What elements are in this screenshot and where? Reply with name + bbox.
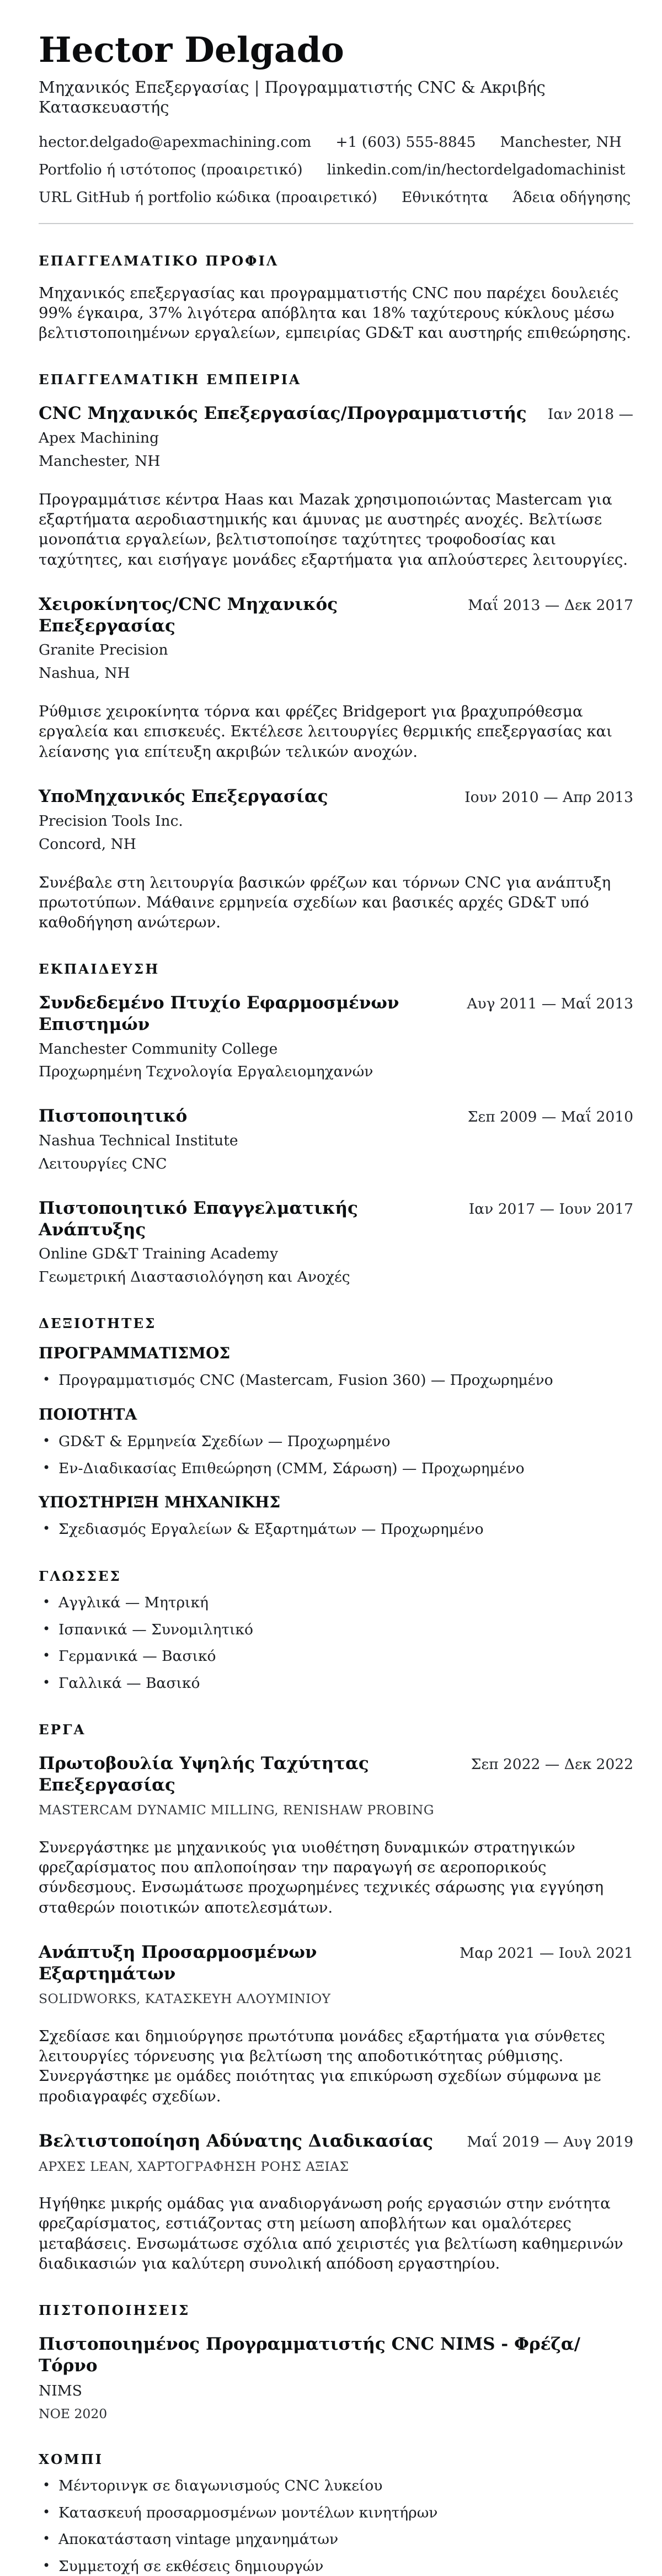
skill-list	[39, 1520, 633, 1539]
hobby-item: • Αποκατάσταση vintage μηχανημάτων	[39, 2530, 633, 2549]
experience-entry	[39, 403, 633, 570]
hobby-item: • Κατασκευή προσαρμοσμένων μοντέλων κινητήρων	[39, 2504, 633, 2522]
job-title: ΥποΜηχανικός Επεξεργασίας	[39, 787, 328, 806]
skill-group	[39, 1343, 633, 1390]
contact-item-portfolio: Portfolio ή ιστότοπος (προαιρετικό)	[39, 161, 303, 178]
entry-head	[39, 403, 633, 424]
entry-head	[39, 786, 633, 808]
contact-item-driving-license: Άδεια οδήγησης	[512, 188, 631, 206]
project-date: Μαρ 2021 — Ιουλ 2021	[459, 1944, 633, 1962]
skill-item: • GD&T & Ερμηνεία Σχεδίων — Προχωρημένο	[39, 1432, 633, 1451]
project-title: Πρωτοβουλία Υψηλής Ταχύτητας Επεξεργασίας	[39, 1753, 369, 1795]
job-company: Apex Machining	[39, 429, 159, 447]
entry-head	[39, 594, 633, 637]
experience-entry	[39, 786, 633, 932]
entry-head	[39, 2131, 633, 2152]
entry-head	[39, 1106, 633, 1127]
section-hobbies	[39, 2451, 633, 2576]
contact-row	[39, 188, 633, 206]
contact-item-github: URL GitHub ή portfolio κώδικα (προαιρετικό)	[39, 188, 377, 206]
job-location: Nashua, NH	[39, 665, 130, 682]
job-description: Ρύθμισε χειροκίνητα τόρνα και φρέζες Bridgeport για βραχυπρόθεσμα εργαλεία και επισκευές. Εκτέλεσε λειτουργίες θερμικής επεξεργασίας και λείανσης για επίτευξη ακριβών τελικών ανοχών.	[39, 703, 612, 761]
degree-title: Πιστοποιητικό Επαγγελματικής Ανάπτυξης	[39, 1198, 358, 1240]
page-title: Hector Delgado	[39, 29, 344, 70]
job-date: Ιουν 2010 — Απρ 2013	[465, 789, 633, 806]
contact-item-phone: +1 (603) 555-8845	[335, 133, 476, 151]
contact-item-location: Manchester, NH	[500, 133, 622, 151]
cert-title: Πιστοποιημένος Προγραμματιστής CNC NIMS - Φρέζα/Τόρνο	[39, 2334, 580, 2376]
education-date: Αυγ 2011 — Μαΐ 2013	[467, 995, 633, 1013]
experience-entry	[39, 594, 633, 762]
entry-head	[39, 1198, 633, 1241]
language-item: • Γερμανικά — Βασικό	[39, 1647, 633, 1666]
section-heading-languages: ΓΛΩΣΣΕΣ	[39, 1568, 121, 1584]
language-item: • Αγγλικά — Μητρική	[39, 1594, 633, 1612]
edu-field: Λειτουργίες CNC	[39, 1155, 167, 1173]
project-tags: ΑΡΧΕΣ LEAN, ΧΑΡΤΟΓΡΑΦΗΣΗ ΡΟΗΣ ΑΞΙΑΣ	[39, 2158, 349, 2174]
skill-group-title: ΠΡΟΓΡΑΜΜΑΤΙΣΜΟΣ	[39, 1343, 231, 1362]
skill-item: • Εν-Διαδικασίας Επιθεώρηση (CMM, Σάρωση) — Προχωρημένο	[39, 1459, 633, 1478]
education-date: Σεπ 2009 — Μαΐ 2010	[467, 1108, 633, 1126]
job-location: Manchester, NH	[39, 452, 161, 470]
language-item: • Γαλλικά — Βασικό	[39, 1674, 633, 1693]
project-title: Ανάπτυξη Προσαρμοσμένων Εξαρτημάτων	[39, 1942, 317, 1984]
edu-field: Γεωμετρική Διαστασιολόγηση και Ανοχές	[39, 1268, 350, 1286]
skill-item: • Σχεδιασμός Εργαλείων & Εξαρτημάτων — Προχωρημένο	[39, 1520, 633, 1539]
profile-summary: Μηχανικός επεξεργασίας και προγραμματιστής CNC που παρέχει δουλειές 99% έγκαιρα, 37% λιγότερα απόβλητα και 18% ταχύτερους κύκλους μέσω βελτιστοποιημένων εργαλείων, εμπειρίας GD&T και αυστηρής επιθεώρησης.	[39, 284, 631, 342]
skill-list	[39, 1432, 633, 1478]
education-entry	[39, 992, 633, 1081]
education-entry	[39, 1198, 633, 1287]
section-heading-profile: ΕΠΑΓΓΕΛΜΑΤΙΚΟ ΠΡΟΦΙΛ	[39, 252, 279, 269]
job-date: Μαΐ 2013 — Δεκ 2017	[468, 596, 633, 614]
job-description: Συνέβαλε στη λειτουργία βασικών φρέζων και τόρνων CNC για ανάπτυξη πρωτοτύπων. Μάθαινε ερμηνεία σχεδίων και βασικές αρχές GD&T υπό καθοδήγηση ανώτερων.	[39, 873, 611, 932]
project-entry	[39, 1753, 633, 1918]
job-title: Χειροκίνητος/CNC Μηχανικός Επεξεργασίας	[39, 594, 338, 636]
project-tags: MASTERCAM DYNAMIC MILLING, RENISHAW PROBING	[39, 1802, 434, 1818]
entry-head	[39, 992, 633, 1035]
section-projects	[39, 1722, 633, 2274]
section-languages	[39, 1568, 633, 1693]
entry-head	[39, 1942, 633, 1985]
project-description: Σχεδίασε και δημιούργησε πρωτότυπα μονάδες εξαρτήματα για σύνθετες λειτουργίες τόρνευσης για βελτίωση της αποδοτικότητας ρύθμισης. Συνεργάστηκε με ομάδες ποιότητας για επικύρωση σχεδίων σύμφωνα με προδιαγραφές σχεδίων.	[39, 2027, 605, 2105]
skill-item: • Προγραμματισμός CNC (Mastercam, Fusion 360) — Προχωρημένο	[39, 1371, 633, 1390]
project-entry	[39, 2131, 633, 2274]
degree-title: Συνδεδεμένο Πτυχίο Εφαρμοσμένων Επιστημών	[39, 993, 399, 1034]
project-date: Μαΐ 2019 — Αυγ 2019	[467, 2133, 633, 2150]
edu-school: Online GD&T Training Academy	[39, 1245, 279, 1263]
job-date: Ιαν 2018 —	[547, 406, 633, 423]
project-description: Ηγήθηκε μικρής ομάδας για αναδιοργάνωση ροής εργασιών στην ενότητα φρεζαρίσματος, εστιάζοντας στη μείωση αποβλήτων και ομαλότερες μεταβάσεις. Ενσωμάτωσε σχόλια από χειριστές για βελτίωση καθημερινών διαδικασιών για καλύτερη συνολική απόδοση εργαστηρίου.	[39, 2195, 623, 2272]
education-date: Ιαν 2017 — Ιουν 2017	[468, 1200, 633, 1218]
skill-group	[39, 1405, 633, 1478]
hobby-list	[39, 2477, 633, 2576]
entry-head	[39, 1753, 633, 1796]
edu-field: Προχωρημένη Τεχνολογία Εργαλειομηχανών	[39, 1063, 373, 1081]
skill-list	[39, 1371, 633, 1390]
edu-school: Nashua Technical Institute	[39, 1132, 238, 1150]
cert-issuer: NIMS	[39, 2382, 82, 2400]
skill-group-title: ΠΟΙΟΤΗΤΑ	[39, 1405, 137, 1424]
resume-header	[39, 31, 633, 224]
language-item: • Ισπανικά — Συνομιλητικό	[39, 1621, 633, 1639]
hobby-item: • Συμμετοχή σε εκθέσεις δημιουργών	[39, 2557, 633, 2576]
section-experience	[39, 371, 633, 932]
contact-item-linkedin: linkedin.com/in/hectordelgadomachinist	[327, 161, 626, 178]
contact-item-email: hector.delgado@apexmachining.com	[39, 133, 312, 151]
contact-block	[39, 133, 633, 206]
job-company: Precision Tools Inc.	[39, 812, 183, 830]
contact-row	[39, 133, 633, 151]
section-certifications	[39, 2302, 633, 2422]
language-list	[39, 1594, 633, 1693]
job-location: Concord, NH	[39, 835, 136, 853]
section-heading-experience: ΕΠΑΓΓΕΛΜΑΤΙΚΗ ΕΜΠΕΙΡΙΑ	[39, 371, 302, 388]
section-heading-projects: ΕΡΓΑ	[39, 1722, 86, 1738]
job-description: Προγραμμάτισε κέντρα Haas και Mazak χρησιμοποιώντας Mastercam για εξαρτήματα αεροδιαστημικής και άμυνας με αυστηρές ανοχές. Βελτίωσε μονοπάτια εργαλείων, βελτιστοποίησε ταχύτητες τροφοδοσίας και ταχύτητες, και εισήγαγε μονάδες εξαρτήματα για απλούστερες λειτουργίες.	[39, 490, 628, 569]
contact-row	[39, 161, 633, 179]
section-heading-education: ΕΚΠΑΙΔΕΥΣΗ	[39, 961, 160, 978]
certification-entry	[39, 2334, 633, 2423]
section-heading-certifications: ΠΙΣΤΟΠΟΙΗΣΕΙΣ	[39, 2302, 190, 2319]
hobby-item: • Μέντορινγκ σε διαγωνισμούς CNC λυκείου	[39, 2477, 633, 2495]
resume-subtitle: Μηχανικός Επεξεργασίας | Προγραμματιστής CNC & Ακριβής Κατασκευαστής	[39, 78, 546, 117]
section-education	[39, 961, 633, 1287]
skill-group	[39, 1493, 633, 1539]
degree-title: Πιστοποιητικό	[39, 1106, 188, 1127]
project-tags: SOLIDWORKS, ΚΑΤΑΣΚΕΥΗ ΑΛΟΥΜΙΝΙΟΥ	[39, 1991, 331, 2007]
job-company: Granite Precision	[39, 641, 168, 659]
project-description: Συνεργάστηκε με μηχανικούς για υιοθέτηση δυναμικών στρατηγικών φρεζαρίσματος που απλοποίησαν την παραγωγή σε αεροπορικούς σύνδεσμους. Ενσωμάτωσε προχωρημένες τεχνικές σάρωσης για εγγύηση σταθερών ποιοτικών αποτελεσμάτων.	[39, 1838, 604, 1916]
edu-school: Manchester Community College	[39, 1040, 278, 1058]
section-heading-skills: ΔΕΞΙΟΤΗΤΕΣ	[39, 1315, 157, 1332]
job-title: CNC Μηχανικός Επεξεργασίας/Προγραμματιστής	[39, 403, 527, 424]
header-divider	[39, 223, 633, 224]
section-heading-hobbies: ΧΟΜΠΙ	[39, 2451, 104, 2467]
project-date: Σεπ 2022 — Δεκ 2022	[471, 1755, 633, 1773]
cert-date: ΝΟΕ 2020	[39, 2406, 108, 2422]
section-profile	[39, 253, 633, 343]
skill-group-title: ΥΠΟΣΤΗΡΙΞΗ ΜΗΧΑΝΙΚΗΣ	[39, 1493, 281, 1511]
section-skills	[39, 1315, 633, 1539]
education-entry	[39, 1106, 633, 1173]
project-title: Βελτιστοποίηση Αδύνατης Διαδικασίας	[39, 2131, 434, 2151]
project-entry	[39, 1942, 633, 2106]
contact-item-nationality: Εθνικότητα	[401, 188, 489, 206]
